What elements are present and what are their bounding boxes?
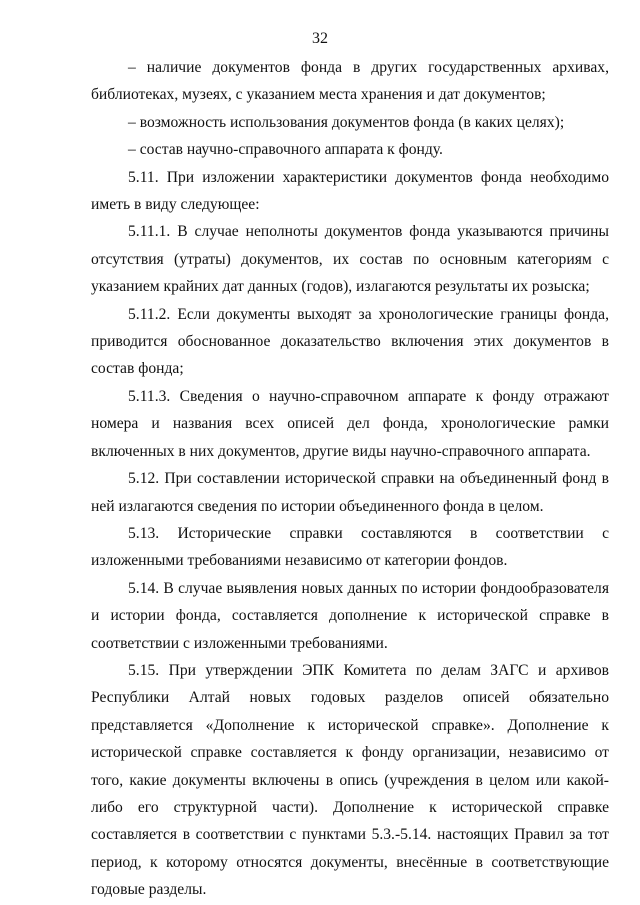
document-body — [91, 54, 609, 904]
paragraph-5-13: 5.13. Исторические справки составляются в соответствии с изложенными требованиями независимо от категории фондов. — [91, 524, 609, 570]
paragraph-5-14: 5.14. В случае выявления новых данных по истории фондообразователя и истории фонда, составляется дополнение к исторической справке в соответствии с изложенными требованиями. — [91, 579, 609, 652]
paragraph-5-11-2: 5.11.2. Если документы выходят за хронологические границы фонда, приводится обоснованное доказательство включения этих документов в состав фонда; — [91, 305, 609, 378]
paragraph-holdings-elsewhere: – наличие документов фонда в других государственных архивах, библиотеках, музеях, с указанием места хранения и дат документов; — [91, 59, 609, 104]
paragraph-5-15: 5.15. При утверждении ЭПК Комитета по делам ЗАГС и архивов Республики Алтай новых годовых разделов описей обязательно представляется «Дополнение к исторической справке». Дополнение к исторической справке составляется к фонду организации, независимо от того, какие документы включены в опись (учреждения в целом или какой-либо его структурной части). Дополнение к исторической справке составляется в соответствии с пунктами 5.3.-5.14. настоящих Правил за тот период, к которому относятся документы, внесённые в соответствующие годовые разделы. — [91, 661, 609, 899]
paragraph-5-12: 5.12. При составлении исторической справки на объединенный фонд в ней излагаются сведения по истории объединенного фонда в целом. — [91, 470, 609, 515]
paragraph-5-11-3: 5.11.3. Сведения о научно-справочном аппарате к фонду отражают номера и названия всех описей дел фонда, хронологические рамки включенных в них документов, другие виды научно-справочного аппарата. — [91, 387, 609, 460]
paragraph-usage-possibility: – возможность использования документов фонда (в каких целях); — [128, 113, 565, 131]
page-number: 32 — [312, 30, 328, 47]
paragraph-reference-apparatus: – состав научно-справочного аппарата к фонду. — [128, 141, 443, 159]
paragraph-5-11-1: 5.11.1. В случае неполноты документов фонда указываются причины отсутствия (утраты) документов, их состав по основным категориям с указанием крайних дат данных (годов), излагаются результаты их розыска; — [91, 223, 609, 296]
paragraph-5-11: 5.11. При изложении характеристики документов фонда необходимо иметь в виду следующее: — [91, 168, 609, 214]
